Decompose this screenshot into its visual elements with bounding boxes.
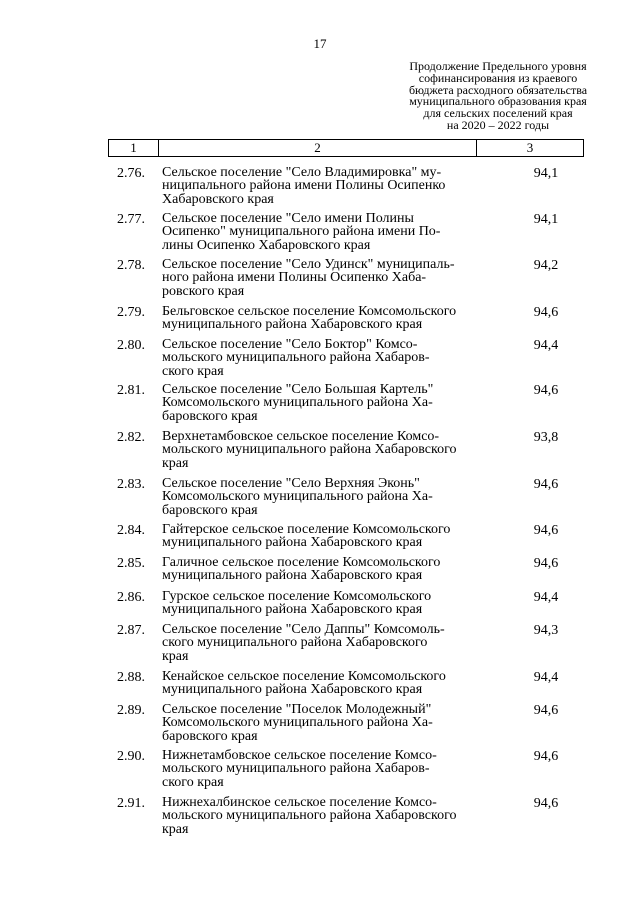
row-name [162,258,482,298]
row-name-line: мольского муниципального района Хабаров- [162,761,430,777]
row-value: 94,4 [533,338,559,353]
row-name [162,305,482,332]
row-name-line: Сельское поселение "Село Боктор" Комсо- [162,337,418,352]
caption-line: софинансирования из краевого [418,70,578,85]
row-number: 2.78. [117,258,145,273]
row-value: 94,1 [533,212,559,227]
row-name-line: баровского края [162,502,258,518]
row-number: 2.86. [117,590,145,605]
row-number: 2.85. [117,556,145,571]
row-name-line: баровского края [162,408,258,424]
row-name-line: Сельское поселение "Село Большая Картель" [162,382,434,397]
row-name-line: ского края [162,363,224,379]
row-number: 2.80. [117,338,145,353]
row-name-line: ского края [162,774,224,790]
row-name-line: муниципального района Хабаровского края [162,535,423,551]
row-name-line: Сельское поселение "Село Удинск" муниципаль- [162,257,455,272]
row-name-line: края [162,648,189,664]
row-name-line: Нижнетамбовское сельское поселение Комсо- [162,748,437,763]
row-value: 94,2 [533,258,559,273]
row-value: 94,1 [533,166,559,181]
row-name-line: Гайтерское сельское поселение Комсомольского [162,522,451,537]
row-number: 2.88. [117,670,145,685]
row-name [162,796,482,836]
row-name-line: Нижнехалбинское сельское поселение Комсо- [162,795,437,810]
row-name-line: Верхнетамбовское сельское поселение Комсо- [162,429,440,444]
row-value: 93,8 [533,430,559,445]
row-value: 94,6 [533,796,559,811]
row-name-line: муниципального района Хабаровского края [162,602,423,618]
row-value: 94,3 [533,623,559,638]
table-header [108,139,584,157]
row-number: 2.83. [117,477,145,492]
row-name [162,556,482,583]
page-number: 17 [313,36,327,51]
row-name-line: ровского края [162,283,245,299]
row-name [162,670,482,697]
row-name-line: Комсомольского муниципального района Ха- [162,489,433,505]
row-value: 94,6 [533,749,559,764]
row-name [162,703,482,743]
row-number: 2.76. [117,166,145,181]
row-value: 94,6 [533,703,559,718]
row-name [162,430,482,470]
row-name-line: Хабаровского края [162,191,274,207]
column-header: 3 [477,140,584,157]
row-value: 94,6 [533,523,559,538]
row-number: 2.82. [117,430,145,445]
row-name-line: Комсомольского муниципального района Ха- [162,715,433,731]
row-name [162,212,482,252]
row-name-line: муниципального района Хабаровского края [162,568,423,584]
row-value: 94,6 [533,477,559,492]
row-name-line: ного района имени Полины Осипенко Хаба- [162,270,427,286]
caption-line: для сельских поселений края [423,106,573,121]
row-name-line: лины Осипенко Хабаровского края [162,237,371,253]
caption [398,61,598,132]
row-name-line: края [162,455,189,471]
row-number: 2.77. [117,212,145,227]
row-name-line: ского муниципального района Хабаровского [162,635,428,651]
row-name-line: Комсомольского муниципального района Ха- [162,395,433,411]
column-header: 1 [109,140,159,157]
row-name [162,590,482,617]
row-number: 2.87. [117,623,145,638]
caption-line: бюджета расходного обязательства [408,82,588,97]
row-value: 94,6 [533,556,559,571]
row-name [162,623,482,663]
row-name-line: Сельское поселение "Село Верхняя Эконь" [162,476,420,491]
row-name-line: Сельское поселение "Село имени Полины [162,211,414,226]
row-name-line: Гурское сельское поселение Комсомольского [162,589,432,604]
row-name-line: мольского муниципального района Хабаров- [162,350,430,366]
row-number: 2.81. [117,383,145,398]
row-name-line: ниципального района имени Полины Осипенко [162,178,446,194]
row-value: 94,4 [533,670,559,685]
row-name-line: Кенайское сельское поселение Комсомольского [162,669,446,684]
row-name-line: Сельское поселение "Село Владимировка" му- [162,165,442,180]
row-name-line: Галичное сельское поселение Комсомольского [162,555,441,570]
row-number: 2.84. [117,523,145,538]
row-name-line: мольского муниципального района Хабаровского [162,808,457,824]
row-name [162,477,482,517]
row-value: 94,4 [533,590,559,605]
row-number: 2.89. [117,703,145,718]
row-number: 2.79. [117,305,145,320]
row-name-line: муниципального района Хабаровского края [162,682,423,698]
row-name [162,523,482,550]
caption-line: Продолжение Предельного уровня [409,59,587,73]
row-value: 94,6 [533,305,559,320]
row-number: 2.91. [117,796,145,811]
row-name-line: муниципального района Хабаровского края [162,317,423,333]
row-name [162,383,482,423]
row-name-line: Сельское поселение "Поселок Молодежный" [162,702,432,717]
row-name-line: края [162,821,189,837]
row-name [162,166,482,206]
row-name-line: баровского края [162,728,258,744]
row-name-line: Сельское поселение "Село Даппы" Комсомоль- [162,622,445,637]
column-header: 2 [159,140,477,157]
row-value: 94,6 [533,383,559,398]
row-name-line: Осипенко" муниципального района имени По- [162,224,441,240]
caption-line: муниципального образования края [409,94,587,109]
row-number: 2.90. [117,749,145,764]
row-name-line: Бельговское сельское поселение Комсомольского [162,304,457,319]
row-name-line: мольского муниципального района Хабаровского [162,442,457,458]
caption-line: на 2020 – 2022 годы [446,117,550,132]
row-name [162,338,482,378]
row-name [162,749,482,789]
